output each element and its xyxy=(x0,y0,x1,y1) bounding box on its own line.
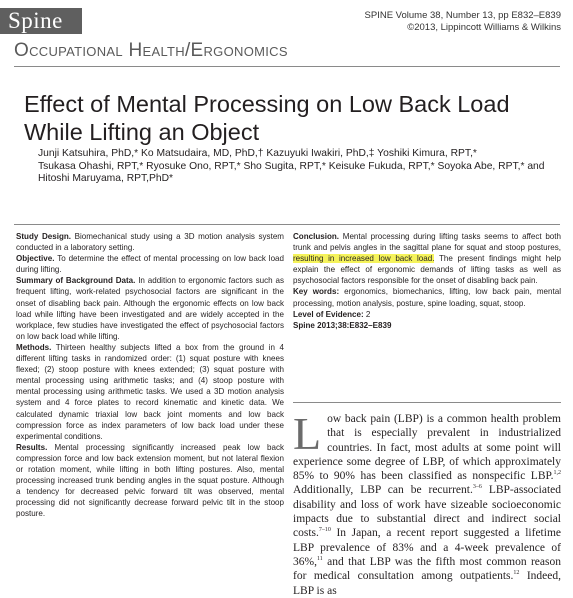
conclusion-paragraph xyxy=(293,231,561,286)
journal-volume-line: SPINE Volume 38, Number 13, pp E832–E839 xyxy=(364,10,561,21)
level-value: 2 xyxy=(363,309,371,319)
intro-text-3: LBP-associated disability and loss of work have sizeable socioeconomic impacts due to substantial direct and indirect social costs. xyxy=(293,484,561,540)
methods-text: Thirteen healthy subjects lifted a box from the ground in 4 different lifting tasks in randomized order: (1) squat posture with knees flexed; (2) stoop posture with knees extended; (3) squat posture with mental processing using arithmetic tasks; and (4) stoop posture with mental processing using arithmetic tasks. We used a 3D motion analysis system and 4 force plates to record kinematic and kinetic data. We calculated dynamic triaxial low back joint moments and low back compression force as index parameters of low back load under these experimental conditions. xyxy=(16,342,284,441)
intro-text-5: and that LBP was the fifth most common reason for medical consultation among outpatients. xyxy=(293,555,561,583)
abstract-left-column xyxy=(16,231,284,519)
keywords-label: Key words: xyxy=(293,287,340,297)
keywords-text: ergonomics, biomechanics, lifting, low back pain, mental processing, motion analysis, posture, spine loading, squat, stoop. xyxy=(293,287,561,308)
objective-text: To determine the effect of mental processing on low back load during lifting. xyxy=(16,254,284,275)
title-line-1: Effect of Mental Processing on Low Back Load xyxy=(24,91,510,117)
conclusion-text-start: Mental processing during lifting tasks seems to affect both trunk and pelvis angles in the sagittal plane for squat and stoop postures, xyxy=(293,232,561,253)
summary-paragraph xyxy=(16,275,284,342)
journal-info xyxy=(365,10,561,34)
author-list xyxy=(38,148,553,186)
abstract-right-column xyxy=(293,209,561,331)
drop-cap: L xyxy=(293,408,322,459)
keywords-paragraph xyxy=(293,286,561,308)
authors-line-3: Hitoshi Maruyama, RPT,PhD* xyxy=(38,173,174,185)
intro-text-1: ow back pain (LBP) is a common health problem that is especially prevalent in industrialized countries. In fact, most adults at some point will experience some degree of LBP, of which approximately 85% to 90% has been classified as nonspecific LBP. xyxy=(293,413,561,483)
methods-paragraph xyxy=(16,342,284,442)
citation-ref-2: 3–6 xyxy=(472,484,482,491)
methods-label: Methods. xyxy=(16,342,52,352)
conclusion-text-end: The present findings might help explain the effect of ergonomic demands of lifting tasks as well as psychosocial factors responsible for the onset of disabling back pain. xyxy=(293,254,561,286)
objective-label: Objective. xyxy=(16,254,55,264)
journal-logo: Spine xyxy=(0,8,82,34)
article-title xyxy=(24,90,544,146)
intro-text-2: Additionally, LBP can be recurrent. xyxy=(293,484,473,497)
conclusion-highlight: resulting in increased low back load. xyxy=(293,254,435,264)
conclusion-label: Conclusion. xyxy=(293,232,340,241)
abstract-bottom-divider xyxy=(293,402,561,403)
authors-line-1: Junji Katsuhira, PhD,* Ko Matsudaira, MD, PhD,† Kazuyuki Iwakiri, PhD,‡ Yoshiki Kimura, RPT,* xyxy=(38,148,477,159)
level-label: Level of Evidence: xyxy=(293,309,364,319)
study-design-text: Biomechanical study using a 3D motion analysis system conducted in a laboratory setting. xyxy=(16,232,284,253)
citation-ref-3: 7–10 xyxy=(318,527,331,534)
journal-copyright-line: ©2013, Lippincott Williams & Wilkins xyxy=(407,22,561,33)
study-design-label: Study Design. xyxy=(16,232,72,241)
study-design-paragraph xyxy=(16,231,284,253)
citation: Spine 2013;38:E832–E839 xyxy=(293,320,392,330)
citation-ref-1: 1,2 xyxy=(553,470,561,477)
objective-paragraph xyxy=(16,253,284,275)
section-label: Occupational Health/Ergonomics xyxy=(14,40,288,61)
results-text: Mental processing significantly increased peak low back compression force and low back extension moment, but not lateral flexion or rotation moment, while lifting in both lifting postures. Also, mental processing increased trunk bending angles in the squat posture. Although a tendency for decreased pelvic forward tilt was observed, mental processing did not significantly decrease forward pelvic tilt in the stoop posture. xyxy=(16,442,284,519)
citation-ref-5: 12 xyxy=(513,570,520,577)
intro-text-6: Indeed, LBP is as xyxy=(293,570,561,597)
authors-line-2: Tsukasa Ohashi, RPT,* Ryosuke Ono, RPT,* Sho Sugita, RPT,* Keisuke Fukuda, RPT,* Soyoka Abe, RPT,* and xyxy=(38,160,545,172)
header-divider xyxy=(14,66,560,67)
intro-text-4: In Japan, a recent report suggested a lifetime LBP prevalence of 83% and a 4-week prevalence of 36%, xyxy=(293,527,561,568)
results-paragraph xyxy=(16,442,284,520)
results-label: Results. xyxy=(16,442,48,452)
summary-text: In addition to ergonomic factors such as frequent lifting, work-related psychosocial factors are significant in the onset of disabling back pain. Although the ergonomic effects on low back load while lifting have been investigated and are widely accepted in the workplace, few studies have investigated the effect of psychosocial factors on low back load while lifting. xyxy=(16,276,284,341)
intro-paragraph xyxy=(293,408,561,598)
summary-label: Summary of Background Data. xyxy=(16,276,136,286)
title-line-2: While Lifting an Object xyxy=(24,119,260,145)
level-of-evidence xyxy=(293,309,561,320)
citation-ref-4: 11 xyxy=(316,556,323,563)
